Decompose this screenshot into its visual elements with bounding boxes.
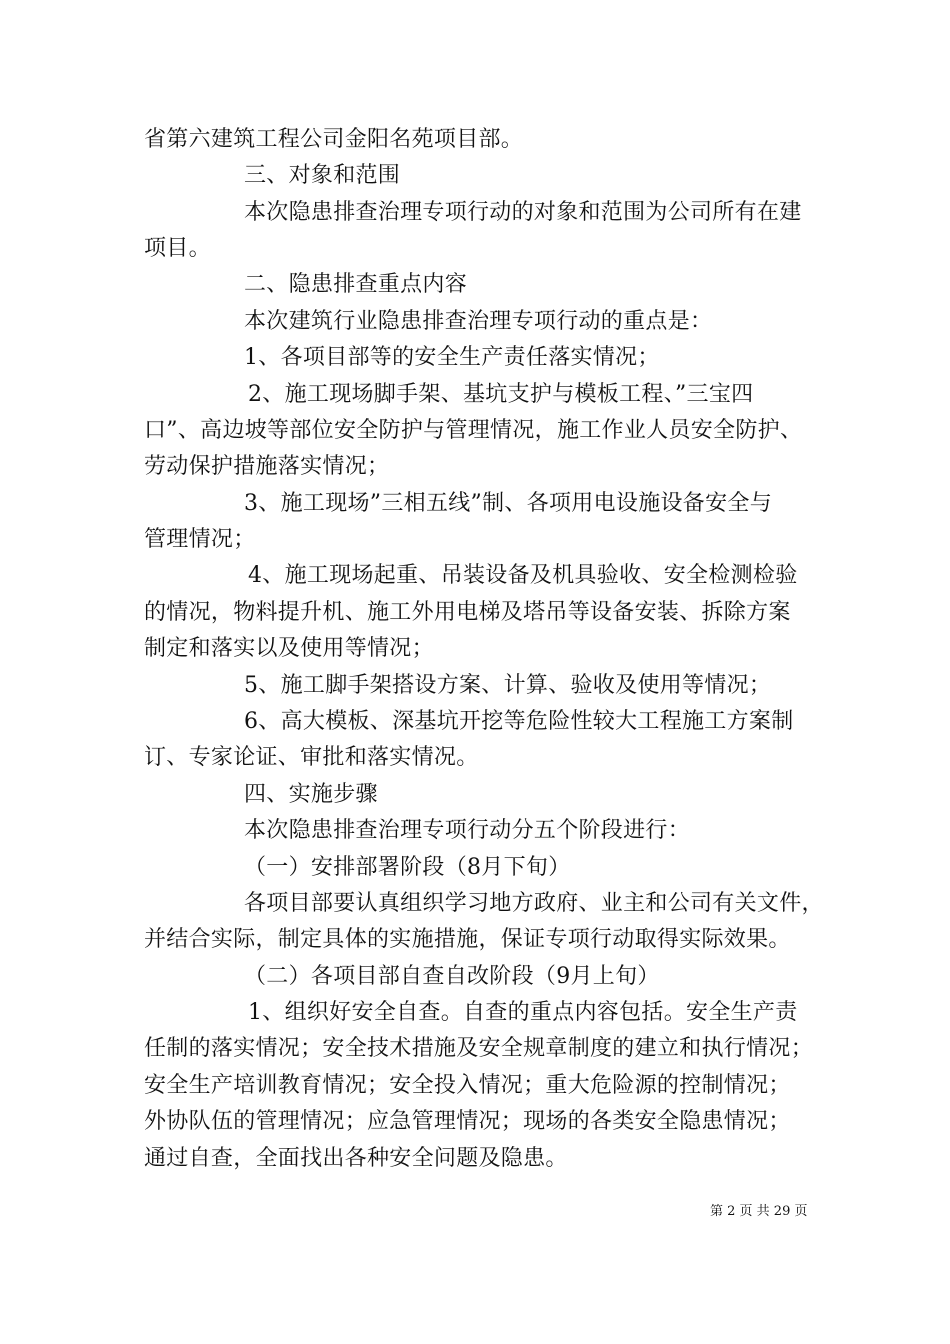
text-line-6: 本次建筑行业隐患排查治理专项行动的重点是： bbox=[244, 309, 713, 334]
text-line-29: 通过自查，全面找出各种安全问题及隐患。 bbox=[144, 1146, 568, 1171]
text-line-14: 的情况，物料提升机、施工外用电梯及塔吊等设备安装、拆除方案 bbox=[144, 600, 791, 625]
list-item-6: 6、高大模板、深基坑开挖等危险性较大工程施工方案制 bbox=[244, 709, 794, 734]
list-item-5: 5、施工脚手架搭设方案、计算、验收及使用等情况； bbox=[244, 673, 772, 698]
text-line-4: 项目。 bbox=[144, 236, 211, 261]
text-line-15: 制定和落实以及使用等情况； bbox=[144, 636, 434, 661]
text-line-28: 外协队伍的管理情况；应急管理情况；现场的各类安全隐患情况； bbox=[144, 1109, 791, 1134]
text-line-10: 劳动保护措施落实情况； bbox=[144, 454, 390, 479]
text-line-26: 任制的落实情况；安全技术措施及安全规章制度的建立和执行情况； bbox=[144, 1036, 814, 1061]
list-item-3: 3、施工现场”三相五线”制、各项用电设施设备安全与 bbox=[244, 491, 772, 516]
text-line-3: 本次隐患排查治理专项行动的对象和范围为公司所有在建 bbox=[244, 200, 802, 225]
list-item-self-check: 1、组织好安全自查。自查的重点内容包括。安全生产责 bbox=[248, 1000, 798, 1025]
text-line-22: 各项目部要认真组织学习地方政府、业主和公司有关文件， bbox=[244, 891, 824, 916]
subheading-stage-2: （二）各项目部自查自改阶段（9月上旬） bbox=[244, 964, 660, 989]
section-heading-scope: 三、对象和范围 bbox=[244, 163, 401, 188]
list-item-4: 4、施工现场起重、吊装设备及机具验收、安全检测检验 bbox=[248, 563, 798, 588]
text-line-23: 并结合实际，制定具体的实施措施，保证专项行动取得实际效果。 bbox=[144, 927, 791, 952]
text-line-27: 安全生产培训教育情况；安全投入情况；重大危险源的控制情况； bbox=[144, 1073, 791, 1098]
list-item-2: 2、施工现场脚手架、基坑支护与模板工程、”三宝四 bbox=[248, 382, 754, 407]
section-heading-steps: 四、实施步骤 bbox=[244, 782, 378, 807]
section-heading-key-content: 二、隐患排查重点内容 bbox=[244, 272, 468, 297]
text-line-18: 订、专家论证、审批和落实情况。 bbox=[144, 745, 479, 770]
text-line-12: 管理情况； bbox=[144, 527, 256, 552]
list-item-1: 1、各项目部等的安全生产责任落实情况； bbox=[244, 345, 660, 370]
text-line-9: 口”、高边坡等部位安全防护与管理情况，施工作业人员安全防护、 bbox=[144, 418, 803, 443]
subheading-stage-1: （一）安排部署阶段（8月下旬） bbox=[244, 855, 571, 880]
text-line-1: 省第六建筑工程公司金阳名苑项目部。 bbox=[144, 127, 524, 152]
text-line-20: 本次隐患排查治理专项行动分五个阶段进行： bbox=[244, 818, 691, 843]
page-number: 第 2 页 共 29 页 bbox=[710, 1204, 808, 1219]
